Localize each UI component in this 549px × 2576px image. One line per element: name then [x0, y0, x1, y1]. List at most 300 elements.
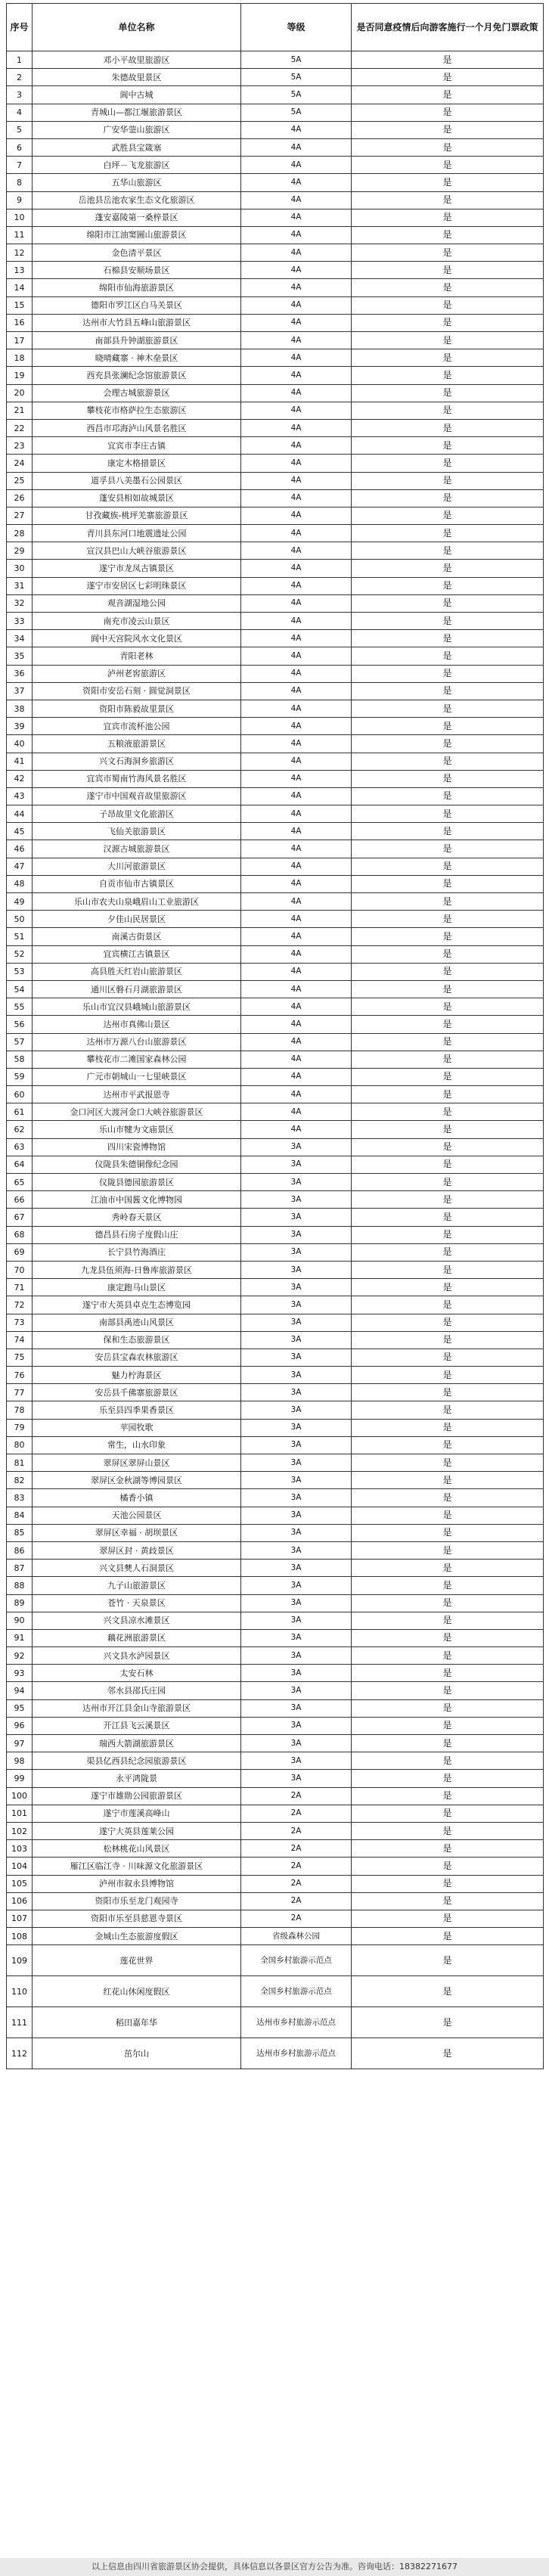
row-unit-name: 道孚县八美墨石公园景区 — [33, 472, 241, 489]
row-number: 54 — [7, 980, 33, 998]
row-number: 44 — [7, 805, 33, 823]
row-free-policy: 是 — [352, 577, 544, 594]
row-free-policy: 是 — [352, 1279, 544, 1296]
row-level: 4A — [241, 735, 352, 753]
row-free-policy: 是 — [352, 279, 544, 296]
row-unit-name: 达州市真佛山景区 — [33, 1016, 241, 1033]
row-number: 8 — [7, 174, 33, 191]
row-free-policy: 是 — [352, 1699, 544, 1717]
row-level: 2A — [241, 1892, 352, 1910]
row-level: 3A — [241, 1541, 352, 1559]
row-level: 4A — [241, 647, 352, 665]
row-free-policy: 是 — [352, 489, 544, 507]
row-level: 3A — [241, 1436, 352, 1454]
row-free-policy: 是 — [352, 1367, 544, 1384]
row-free-policy: 是 — [352, 1086, 544, 1103]
row-free-policy: 是 — [352, 945, 544, 963]
row-unit-name: 绵阳市江油窦圌山旅游景区 — [33, 226, 241, 244]
row-unit-name: 青川县东河口地震遗址公园 — [33, 525, 241, 542]
row-unit-name: 九子山旅游景区 — [33, 1577, 241, 1594]
row-free-policy: 是 — [352, 402, 544, 419]
row-number: 88 — [7, 1577, 33, 1594]
table-row — [7, 1384, 544, 1401]
row-unit-name: 蓬安县相如故城景区 — [33, 489, 241, 507]
row-level: 3A — [241, 1296, 352, 1314]
row-unit-name: 莲花世界 — [33, 1945, 241, 1976]
row-free-policy: 是 — [352, 1976, 544, 2007]
row-free-policy: 是 — [352, 1629, 544, 1646]
row-number: 6 — [7, 138, 33, 156]
row-free-policy: 是 — [352, 191, 544, 209]
table-row — [7, 875, 544, 892]
row-number: 109 — [7, 1945, 33, 1976]
row-level: 4A — [241, 402, 352, 419]
row-level: 4A — [241, 1016, 352, 1033]
row-unit-name: 邻水县邵氏庄园 — [33, 1682, 241, 1699]
row-number: 22 — [7, 419, 33, 436]
row-free-policy: 是 — [352, 735, 544, 753]
table-row — [7, 1121, 544, 1138]
row-level: 省级森林公园 — [241, 1928, 352, 1945]
row-number: 91 — [7, 1629, 33, 1646]
row-level: 4A — [241, 1033, 352, 1051]
row-unit-name: 康定木格措景区 — [33, 455, 241, 472]
row-level: 4A — [241, 314, 352, 331]
row-unit-name: 遂宁大英县莲莱公园 — [33, 1822, 241, 1839]
row-number: 58 — [7, 1051, 33, 1068]
table-row — [7, 805, 544, 823]
row-level: 3A — [241, 1401, 352, 1419]
row-free-policy: 是 — [352, 314, 544, 331]
row-unit-name: 宜宾横江古镇景区 — [33, 945, 241, 963]
row-level: 3A — [241, 1560, 352, 1577]
table-row — [7, 525, 544, 542]
row-unit-name: 通川区磐石月湖旅游景区 — [33, 980, 241, 998]
row-number: 83 — [7, 1489, 33, 1507]
row-unit-name: 宜宾市流杯池公园 — [33, 718, 241, 735]
table-row — [7, 2038, 544, 2069]
row-number: 7 — [7, 157, 33, 174]
row-unit-name: 攀枝花市格萨拉生态旅游区 — [33, 402, 241, 419]
row-level: 3A — [241, 1717, 352, 1734]
row-unit-name: 子昂故里文化旅游区 — [33, 805, 241, 823]
row-level: 4A — [241, 1051, 352, 1068]
table-row — [7, 402, 544, 419]
header-col-name: 单位名称 — [33, 4, 241, 51]
row-unit-name: 宜宾市李庄古镇 — [33, 437, 241, 455]
row-unit-name: 兴文县僰人石洞景区 — [33, 1560, 241, 1577]
row-free-policy: 是 — [352, 1507, 544, 1524]
row-unit-name: 翠屏区金秋湖等博园景区 — [33, 1472, 241, 1489]
row-number: 33 — [7, 613, 33, 630]
row-unit-name: 达州市万源八台山旅游景区 — [33, 1033, 241, 1051]
row-number: 108 — [7, 1928, 33, 1945]
row-number: 48 — [7, 875, 33, 892]
table-row — [7, 1243, 544, 1261]
row-number: 46 — [7, 840, 33, 858]
table-row — [7, 69, 544, 86]
row-unit-name: 魅力柠海景区 — [33, 1367, 241, 1384]
table-row — [7, 1699, 544, 1717]
row-unit-name: 甘孜藏族-桃坪羌寨旅游景区 — [33, 507, 241, 524]
row-unit-name: 茁尔山 — [33, 2038, 241, 2069]
row-level: 4A — [241, 770, 352, 787]
table-row — [7, 945, 544, 963]
row-unit-name: 德阳市罗江区白马关景区 — [33, 296, 241, 314]
row-level: 5A — [241, 104, 352, 121]
row-number: 97 — [7, 1735, 33, 1752]
row-unit-name: 青阳老林 — [33, 647, 241, 665]
row-unit-name: 兴文石海洞乡旅游区 — [33, 753, 241, 770]
table-row — [7, 1454, 544, 1472]
row-free-policy: 是 — [352, 840, 544, 858]
row-free-policy: 是 — [352, 157, 544, 174]
row-number: 23 — [7, 437, 33, 455]
row-number: 24 — [7, 455, 33, 472]
row-level: 4A — [241, 419, 352, 436]
row-number: 110 — [7, 1976, 33, 2007]
row-level: 4A — [241, 700, 352, 717]
row-number: 31 — [7, 577, 33, 594]
row-free-policy: 是 — [352, 104, 544, 121]
row-unit-name: 南部县禹迹山风景区 — [33, 1314, 241, 1331]
table-row — [7, 1560, 544, 1577]
row-free-policy: 是 — [352, 1331, 544, 1349]
row-number: 15 — [7, 296, 33, 314]
row-level: 4A — [241, 945, 352, 963]
row-level: 达州市乡村旅游示范点 — [241, 2007, 352, 2038]
row-level: 3A — [241, 1314, 352, 1331]
row-number: 70 — [7, 1261, 33, 1278]
row-number: 60 — [7, 1086, 33, 1103]
table-row — [7, 560, 544, 577]
row-level: 全国乡村旅游示范点 — [241, 1945, 352, 1976]
row-unit-name: 兴文县凉水滩景区 — [33, 1612, 241, 1629]
row-unit-name: 金城山生态旅游度假区 — [33, 1928, 241, 1945]
row-number: 111 — [7, 2007, 33, 2038]
row-unit-name: 广元市朝城山一七里峡景区 — [33, 1068, 241, 1085]
row-number: 79 — [7, 1419, 33, 1436]
row-level: 4A — [241, 138, 352, 156]
row-level: 4A — [241, 1068, 352, 1085]
table-row — [7, 770, 544, 787]
row-level: 3A — [241, 1384, 352, 1401]
row-level: 3A — [241, 1209, 352, 1226]
table-row — [7, 244, 544, 262]
row-number: 39 — [7, 718, 33, 735]
table-row — [7, 455, 544, 472]
row-free-policy: 是 — [352, 1928, 544, 1945]
row-level: 4A — [241, 753, 352, 770]
table-row — [7, 2007, 544, 2038]
row-unit-name: 苍竹 · 天泉景区 — [33, 1594, 241, 1612]
row-free-policy: 是 — [352, 560, 544, 577]
row-level: 4A — [241, 963, 352, 980]
row-free-policy: 是 — [352, 121, 544, 138]
row-free-policy: 是 — [352, 1682, 544, 1699]
table-row — [7, 647, 544, 665]
row-unit-name: 汉源古城旅游景区 — [33, 840, 241, 858]
row-unit-name: 乐山市犍为文庙景区 — [33, 1121, 241, 1138]
row-number: 32 — [7, 594, 33, 612]
row-level: 2A — [241, 1805, 352, 1822]
row-level: 3A — [241, 1156, 352, 1173]
table-row — [7, 735, 544, 753]
row-free-policy: 是 — [352, 1419, 544, 1436]
table-row — [7, 86, 544, 104]
row-level: 4A — [241, 805, 352, 823]
row-free-policy: 是 — [352, 787, 544, 805]
row-unit-name: 攀枝花市二滩国家森林公园 — [33, 1051, 241, 1068]
row-level: 4A — [241, 875, 352, 892]
row-free-policy: 是 — [352, 2038, 544, 2069]
row-unit-name: 遂宁市雄勋公园旅游景区 — [33, 1787, 241, 1805]
table-row — [7, 1401, 544, 1419]
row-unit-name: 松林桃花山风景区 — [33, 1840, 241, 1858]
table-row — [7, 1489, 544, 1507]
row-number: 68 — [7, 1226, 33, 1243]
row-unit-name: 瑞西大箭湖旅游景区 — [33, 1735, 241, 1752]
row-unit-name: 安岳县宝森农林旅游区 — [33, 1349, 241, 1366]
row-unit-name: 五粮液旅游景区 — [33, 735, 241, 753]
row-unit-name: 乐山市农夫山泉峨眉山工业旅游区 — [33, 893, 241, 911]
row-number: 105 — [7, 1875, 33, 1892]
table-row — [7, 1033, 544, 1051]
row-free-policy: 是 — [352, 384, 544, 402]
table-row — [7, 1594, 544, 1612]
row-number: 72 — [7, 1296, 33, 1314]
table-row — [7, 542, 544, 560]
row-unit-name: 飞仙关旅游景区 — [33, 823, 241, 840]
row-unit-name: 夕佳山民居景区 — [33, 911, 241, 928]
row-number: 104 — [7, 1858, 33, 1875]
table-row — [7, 367, 544, 384]
row-level: 4A — [241, 121, 352, 138]
row-free-policy: 是 — [352, 928, 544, 945]
row-unit-name: 大川河旅游景区 — [33, 858, 241, 875]
row-unit-name: 宜宾市蜀南竹海风景名胜区 — [33, 770, 241, 787]
row-free-policy: 是 — [352, 718, 544, 735]
row-level: 4A — [241, 279, 352, 296]
row-unit-name: 资阳市乐至县慈恩寺景区 — [33, 1910, 241, 1927]
table-row — [7, 384, 544, 402]
row-unit-name: 朱德故里景区 — [33, 69, 241, 86]
row-free-policy: 是 — [352, 437, 544, 455]
table-row — [7, 1892, 544, 1910]
row-free-policy: 是 — [352, 1594, 544, 1612]
row-unit-name: 阆中天宫院风水文化景区 — [33, 630, 241, 647]
row-unit-name: 南充市凌云山景区 — [33, 613, 241, 630]
row-unit-name: 白坪－飞龙旅游区 — [33, 157, 241, 174]
table-row — [7, 1945, 544, 1976]
footer-note: 以上信息由四川省旅游景区协会提供，具体信息以各景区官方公告为准。咨询电话：18382271677 — [0, 2558, 549, 2576]
table-row — [7, 1665, 544, 1682]
row-unit-name: 阆中古城 — [33, 86, 241, 104]
row-unit-name: 橘香小镇 — [33, 1489, 241, 1507]
row-unit-name: 渠县亿西县纪念园旅游景区 — [33, 1752, 241, 1770]
table-row — [7, 104, 544, 121]
row-number: 74 — [7, 1331, 33, 1349]
table-row — [7, 1068, 544, 1085]
row-level: 4A — [241, 489, 352, 507]
row-unit-name: 达州市平武报恩寺 — [33, 1086, 241, 1103]
row-level: 4A — [241, 191, 352, 209]
row-free-policy: 是 — [352, 1541, 544, 1559]
row-unit-name: 藕花洲旅游景区 — [33, 1629, 241, 1646]
row-free-policy: 是 — [352, 507, 544, 524]
row-level: 4A — [241, 1121, 352, 1138]
row-free-policy: 是 — [352, 1138, 544, 1156]
row-free-policy: 是 — [352, 1068, 544, 1085]
row-unit-name: 资阳市陈毅故里景区 — [33, 700, 241, 717]
table-row — [7, 1419, 544, 1436]
row-level: 2A — [241, 1910, 352, 1927]
row-number: 40 — [7, 735, 33, 753]
row-level: 2A — [241, 1875, 352, 1892]
row-unit-name: 自贡市仙市古镇景区 — [33, 875, 241, 892]
row-unit-name: 长宁县竹海酒庄 — [33, 1243, 241, 1261]
row-level: 3A — [241, 1699, 352, 1717]
row-unit-name: 翠屏区幸福 · 胡坝景区 — [33, 1524, 241, 1541]
row-number: 73 — [7, 1314, 33, 1331]
row-unit-name: 岳池县岳池农家生态文化旅游区 — [33, 191, 241, 209]
row-free-policy: 是 — [352, 1945, 544, 1976]
table-row — [7, 1138, 544, 1156]
row-number: 20 — [7, 384, 33, 402]
row-level: 3A — [241, 1367, 352, 1384]
row-free-policy: 是 — [352, 455, 544, 472]
row-unit-name: 金口河区大渡河金口大峡谷旅游景区 — [33, 1103, 241, 1121]
row-number: 45 — [7, 823, 33, 840]
row-free-policy: 是 — [352, 1174, 544, 1191]
table-row — [7, 893, 544, 911]
row-free-policy: 是 — [352, 1665, 544, 1682]
table-row — [7, 296, 544, 314]
table-row — [7, 1016, 544, 1033]
row-unit-name: 宣汉县巴山大峡谷旅游景区 — [33, 542, 241, 560]
row-number: 29 — [7, 542, 33, 560]
row-unit-name: 江油市中国酱文化博物园 — [33, 1191, 241, 1209]
row-number: 78 — [7, 1401, 33, 1419]
row-number: 21 — [7, 402, 33, 419]
row-level: 3A — [241, 1331, 352, 1349]
row-free-policy: 是 — [352, 1735, 544, 1752]
table-row — [7, 577, 544, 594]
table-row — [7, 1805, 544, 1822]
row-free-policy: 是 — [352, 594, 544, 612]
row-level: 3A — [241, 1647, 352, 1665]
row-level: 4A — [241, 928, 352, 945]
row-level: 4A — [241, 244, 352, 262]
row-number: 52 — [7, 945, 33, 963]
row-level: 4A — [241, 787, 352, 805]
table-row — [7, 1752, 544, 1770]
table-row — [7, 226, 544, 244]
table-row — [7, 507, 544, 524]
row-number: 18 — [7, 349, 33, 367]
row-level: 4A — [241, 630, 352, 647]
table-row — [7, 437, 544, 455]
row-unit-name: 石棉县安顺场景区 — [33, 262, 241, 279]
row-number: 30 — [7, 560, 33, 577]
row-unit-name: 稻田嘉年华 — [33, 2007, 241, 2038]
table-row — [7, 138, 544, 156]
row-number: 59 — [7, 1068, 33, 1085]
row-number: 112 — [7, 2038, 33, 2069]
row-level: 4A — [241, 507, 352, 524]
row-free-policy: 是 — [352, 700, 544, 717]
row-free-policy: 是 — [352, 525, 544, 542]
row-free-policy: 是 — [352, 963, 544, 980]
table-row — [7, 1717, 544, 1734]
row-free-policy: 是 — [352, 1472, 544, 1489]
row-unit-name: 西昌市邛海泸山风景名胜区 — [33, 419, 241, 436]
row-free-policy: 是 — [352, 1787, 544, 1805]
row-number: 102 — [7, 1822, 33, 1839]
row-unit-name: 红花山休闲度假区 — [33, 1976, 241, 2007]
row-free-policy: 是 — [352, 647, 544, 665]
row-free-policy: 是 — [352, 296, 544, 314]
row-level: 3A — [241, 1665, 352, 1682]
row-number: 76 — [7, 1367, 33, 1384]
table-row — [7, 1103, 544, 1121]
row-unit-name: 翠屏区翠屏山景区 — [33, 1454, 241, 1472]
row-level: 4A — [241, 980, 352, 998]
row-number: 43 — [7, 787, 33, 805]
row-unit-name: 泸州老窖旅游区 — [33, 665, 241, 682]
table-row — [7, 963, 544, 980]
row-free-policy: 是 — [352, 1577, 544, 1594]
row-unit-name: 观音湖湿地公园 — [33, 594, 241, 612]
row-unit-name: 保和生态旅游景区 — [33, 1331, 241, 1349]
row-number: 98 — [7, 1752, 33, 1770]
row-number: 16 — [7, 314, 33, 331]
row-level: 4A — [241, 682, 352, 700]
row-unit-name: 安岳县千佛寨旅游景区 — [33, 1384, 241, 1401]
row-level: 4A — [241, 560, 352, 577]
row-unit-name: 九龙县伍须海-日鲁库旅游景区 — [33, 1261, 241, 1278]
row-number: 71 — [7, 1279, 33, 1296]
row-unit-name: 金色清平景区 — [33, 244, 241, 262]
row-unit-name: 遂宁市大英县卓克生态博览园 — [33, 1296, 241, 1314]
row-level: 4A — [241, 577, 352, 594]
row-free-policy: 是 — [352, 1314, 544, 1331]
row-level: 4A — [241, 858, 352, 875]
row-level: 3A — [241, 1524, 352, 1541]
table-row — [7, 682, 544, 700]
table-row — [7, 858, 544, 875]
row-unit-name: 四川宋瓷博物馆 — [33, 1138, 241, 1156]
row-unit-name: 遂宁市龙凤古镇景区 — [33, 560, 241, 577]
row-free-policy: 是 — [352, 542, 544, 560]
row-number: 47 — [7, 858, 33, 875]
row-level: 4A — [241, 840, 352, 858]
row-number: 63 — [7, 1138, 33, 1156]
row-level: 4A — [241, 157, 352, 174]
table-header-row — [7, 4, 544, 51]
row-level: 4A — [241, 367, 352, 384]
row-number: 35 — [7, 647, 33, 665]
row-unit-name: 泸州市叙永县博物馆 — [33, 1875, 241, 1892]
table-row — [7, 1577, 544, 1594]
row-free-policy: 是 — [352, 1752, 544, 1770]
row-free-policy: 是 — [352, 1016, 544, 1033]
row-unit-name: 太安石林 — [33, 1665, 241, 1682]
row-free-policy: 是 — [352, 980, 544, 998]
row-unit-name: 武胜县宝箴塞 — [33, 138, 241, 156]
row-unit-name: 达州市开江县金山寺旅游景区 — [33, 1699, 241, 1717]
row-number: 99 — [7, 1770, 33, 1787]
